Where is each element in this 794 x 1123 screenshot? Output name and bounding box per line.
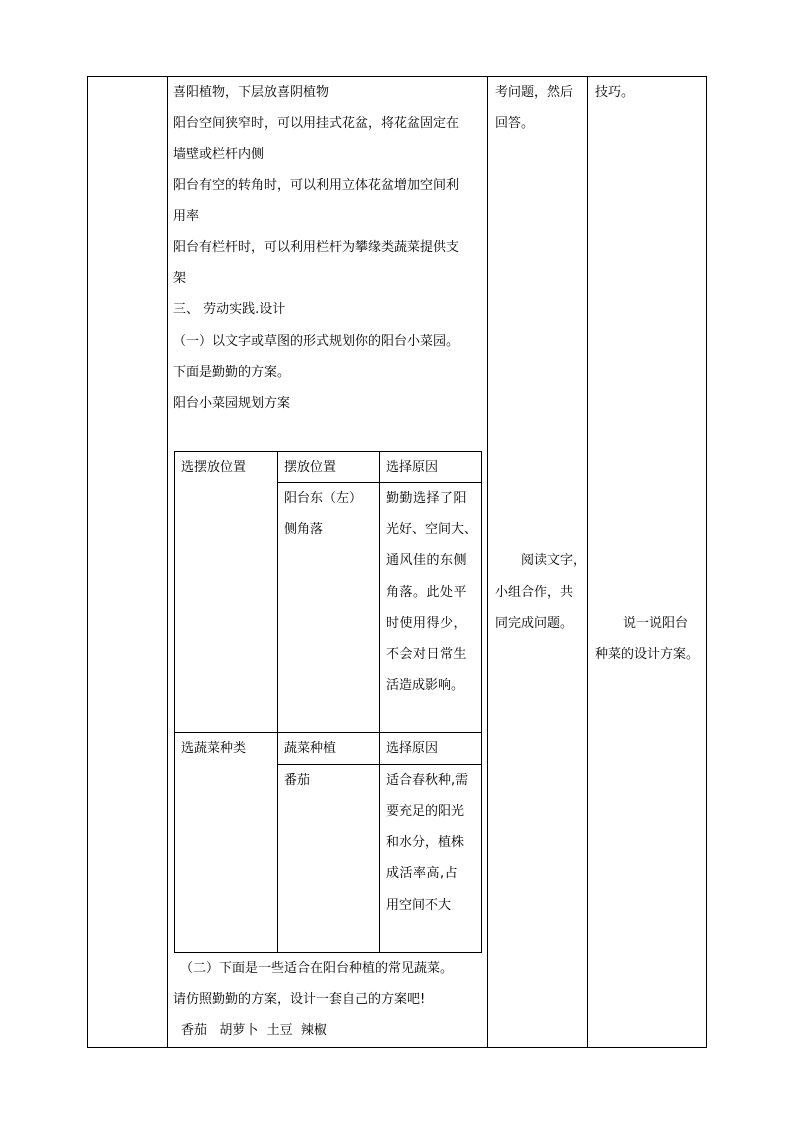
text-line: 用率: [173, 209, 200, 224]
column-divider-1: [167, 76, 168, 1048]
text-line: 种菜的设计方案。: [595, 647, 700, 662]
plan-table-bottom: [174, 952, 481, 953]
plan-reason-line: 通风佳的东侧: [386, 553, 468, 568]
text-line: 同完成问题。: [495, 616, 574, 631]
vegetable-list: 香茄 胡萝卜 土豆 辣椒: [181, 1023, 327, 1038]
plan-reason-line: 用空间不大: [386, 898, 452, 913]
text-line: 小组合作，共: [495, 585, 574, 600]
text-line: 架: [173, 271, 187, 286]
plan-position-value: 侧角落: [284, 522, 324, 537]
plan-table-div1: [277, 451, 278, 953]
text-line: 阳台空间狭窄时，可以用挂式花盆，将花盆固定在: [173, 116, 460, 131]
text-line: （一）以文字或草图的形式规划你的阳台小菜园。: [173, 334, 460, 349]
table-top-border: [87, 76, 707, 77]
plan-reason-line: 和水分，植株: [386, 835, 465, 850]
column-divider-2: [487, 76, 488, 1048]
plan-reason-line: 要充足的阳光: [386, 804, 465, 819]
plan-table-left: [174, 451, 175, 953]
plan-title: 阳台小菜园规划方案: [173, 396, 291, 411]
section-heading: 三、 劳动实践.设计: [173, 302, 286, 317]
plan-reason-line: 成活率高,占: [386, 866, 459, 881]
plan-reason-line: 光好、空间大、: [386, 522, 478, 537]
plan-reason-line: 适合春秋种,需: [386, 773, 469, 788]
text-line: 考问题，然后: [495, 85, 574, 100]
table-bottom-border: [87, 1047, 707, 1048]
plan-reason-line: 勤勤选择了阳: [386, 491, 468, 506]
text-line: 回答。: [495, 116, 535, 131]
table-right-border: [706, 76, 707, 1048]
text-line: （二）下面是一些适合在阳台种植的常见蔬菜。: [180, 961, 454, 976]
plan-reason-line: 活造成影响。: [386, 678, 465, 693]
plan-header-reason: 选择原因: [386, 741, 439, 756]
plan-header-vegetable: 蔬菜种植: [284, 741, 337, 756]
plan-table-top: [174, 451, 481, 452]
text-line: 请仿照勤勤的方案，设计一套自己的方案吧!: [173, 992, 426, 1007]
plan-vegetable-value: 番茄: [284, 773, 311, 788]
plan-table-right: [481, 451, 482, 953]
plan-reason-line: 时使用得少，: [386, 616, 468, 631]
plan-category-position: 选摆放位置: [181, 460, 247, 475]
column-divider-3: [587, 76, 588, 1048]
text-line: 阳台有空的转角时，可以利用立体花盆增加空间利: [173, 178, 460, 193]
text-line: 技巧。: [595, 85, 635, 100]
text-line: 说一说阳台: [623, 616, 689, 631]
text-line: 下面是勤勤的方案。: [173, 365, 291, 380]
plan-table-row-sep: [174, 732, 481, 733]
plan-table-div2: [379, 451, 380, 953]
plan-reason-line: 角落。此处平: [386, 585, 468, 600]
text-line: 喜阳植物，下层放喜阴植物: [173, 85, 330, 100]
text-line: 墙壁或栏杆内侧: [173, 147, 265, 162]
table-left-border: [87, 76, 88, 1048]
plan-position-value: 阳台东（左）: [284, 491, 363, 506]
plan-header-reason: 选择原因: [386, 460, 439, 475]
plan-reason-line: 不会对日常生: [386, 647, 468, 662]
plan-category-vegetable: 选蔬菜种类: [181, 741, 247, 756]
plan-header-position: 摆放位置: [284, 460, 337, 475]
text-line: 阳台有栏杆时，可以利用栏杆为攀缘类蔬菜提供支: [173, 240, 460, 255]
text-line: 阅读文字，: [521, 553, 587, 568]
